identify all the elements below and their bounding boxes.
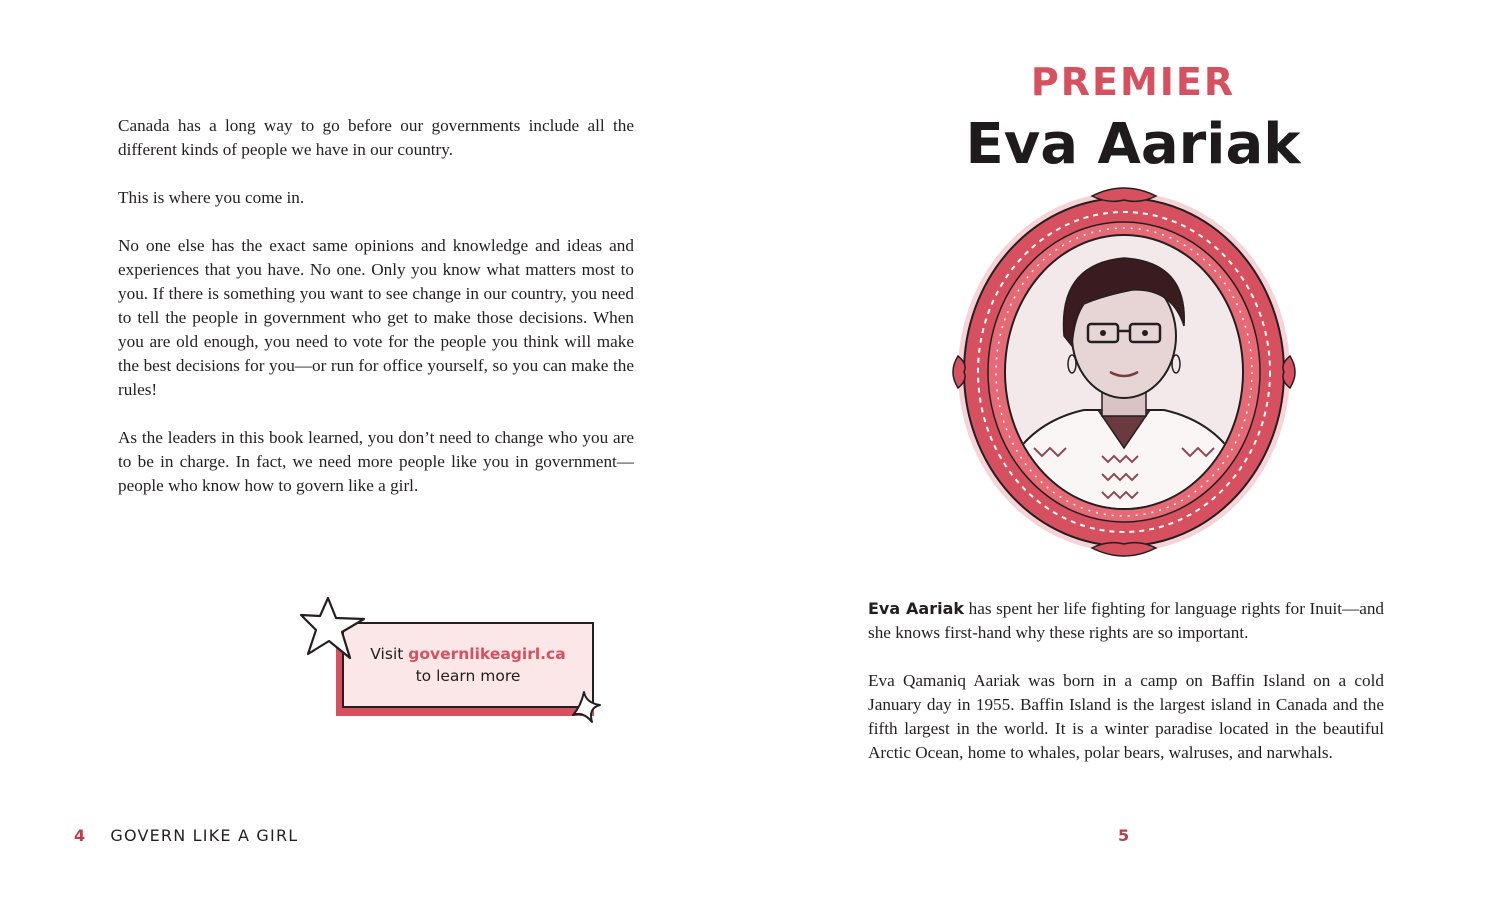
callout-line-1: Visit governlikeagirl.ca — [370, 645, 566, 663]
paragraph: No one else has the exact same opinions and knowledge and ideas and experiences that you have. No one. Only you know what matters most to you. If there is something you want to see change in our country, you need to tell the people in government who get to make those decisions. When you are old enough, you need to vote for the people you think will make the best decisions for you—or run for office yourself, so you can make the rules! — [118, 236, 634, 399]
person-name-heading: Eva Aariak — [965, 112, 1301, 177]
right-footer — [1118, 826, 1129, 845]
callout-line-2: to learn more — [415, 667, 521, 685]
paragraph: Canada has a long way to go before our governments include all the different kinds of people we have in our country. — [118, 116, 634, 159]
sparkle-icon — [570, 690, 604, 724]
callout-box — [342, 622, 594, 708]
page-number: 5 — [1118, 826, 1130, 845]
paragraph: This is where you come in. — [118, 188, 305, 207]
running-head: GOVERN LIKE A GIRL — [110, 826, 299, 845]
right-page-body — [868, 597, 1384, 789]
role-heading: PREMIER — [1030, 60, 1236, 104]
paragraph: As the leaders in this book learned, you don’t need to change who you are to be in charge. In fact, we need more people like you in government—people who know how to govern like a girl. — [118, 428, 634, 495]
left-footer — [74, 826, 298, 845]
website-link[interactable]: governlikeagirl.ca — [408, 645, 566, 663]
page-number: 4 — [74, 826, 87, 845]
intro-paragraph: Eva Aariak has spent her life fighting for language rights for Inuit—and she knows first-hand why these rights are so important. — [868, 599, 1385, 642]
website-callout — [298, 592, 608, 732]
left-page-body — [118, 114, 634, 522]
portrait-illustration — [952, 186, 1296, 558]
intro-name: Eva Aariak — [868, 599, 965, 618]
paragraph: Eva Qamaniq Aariak was born in a camp on Baffin Island on a cold January day in 1955. Baffin Island is the largest island in Canada and the fifth largest in the world. It is a winter paradise located in the beautiful Arctic Ocean, home to whales, polar bears, walruses, and narwhals. — [868, 671, 1384, 762]
star-icon — [298, 592, 370, 664]
